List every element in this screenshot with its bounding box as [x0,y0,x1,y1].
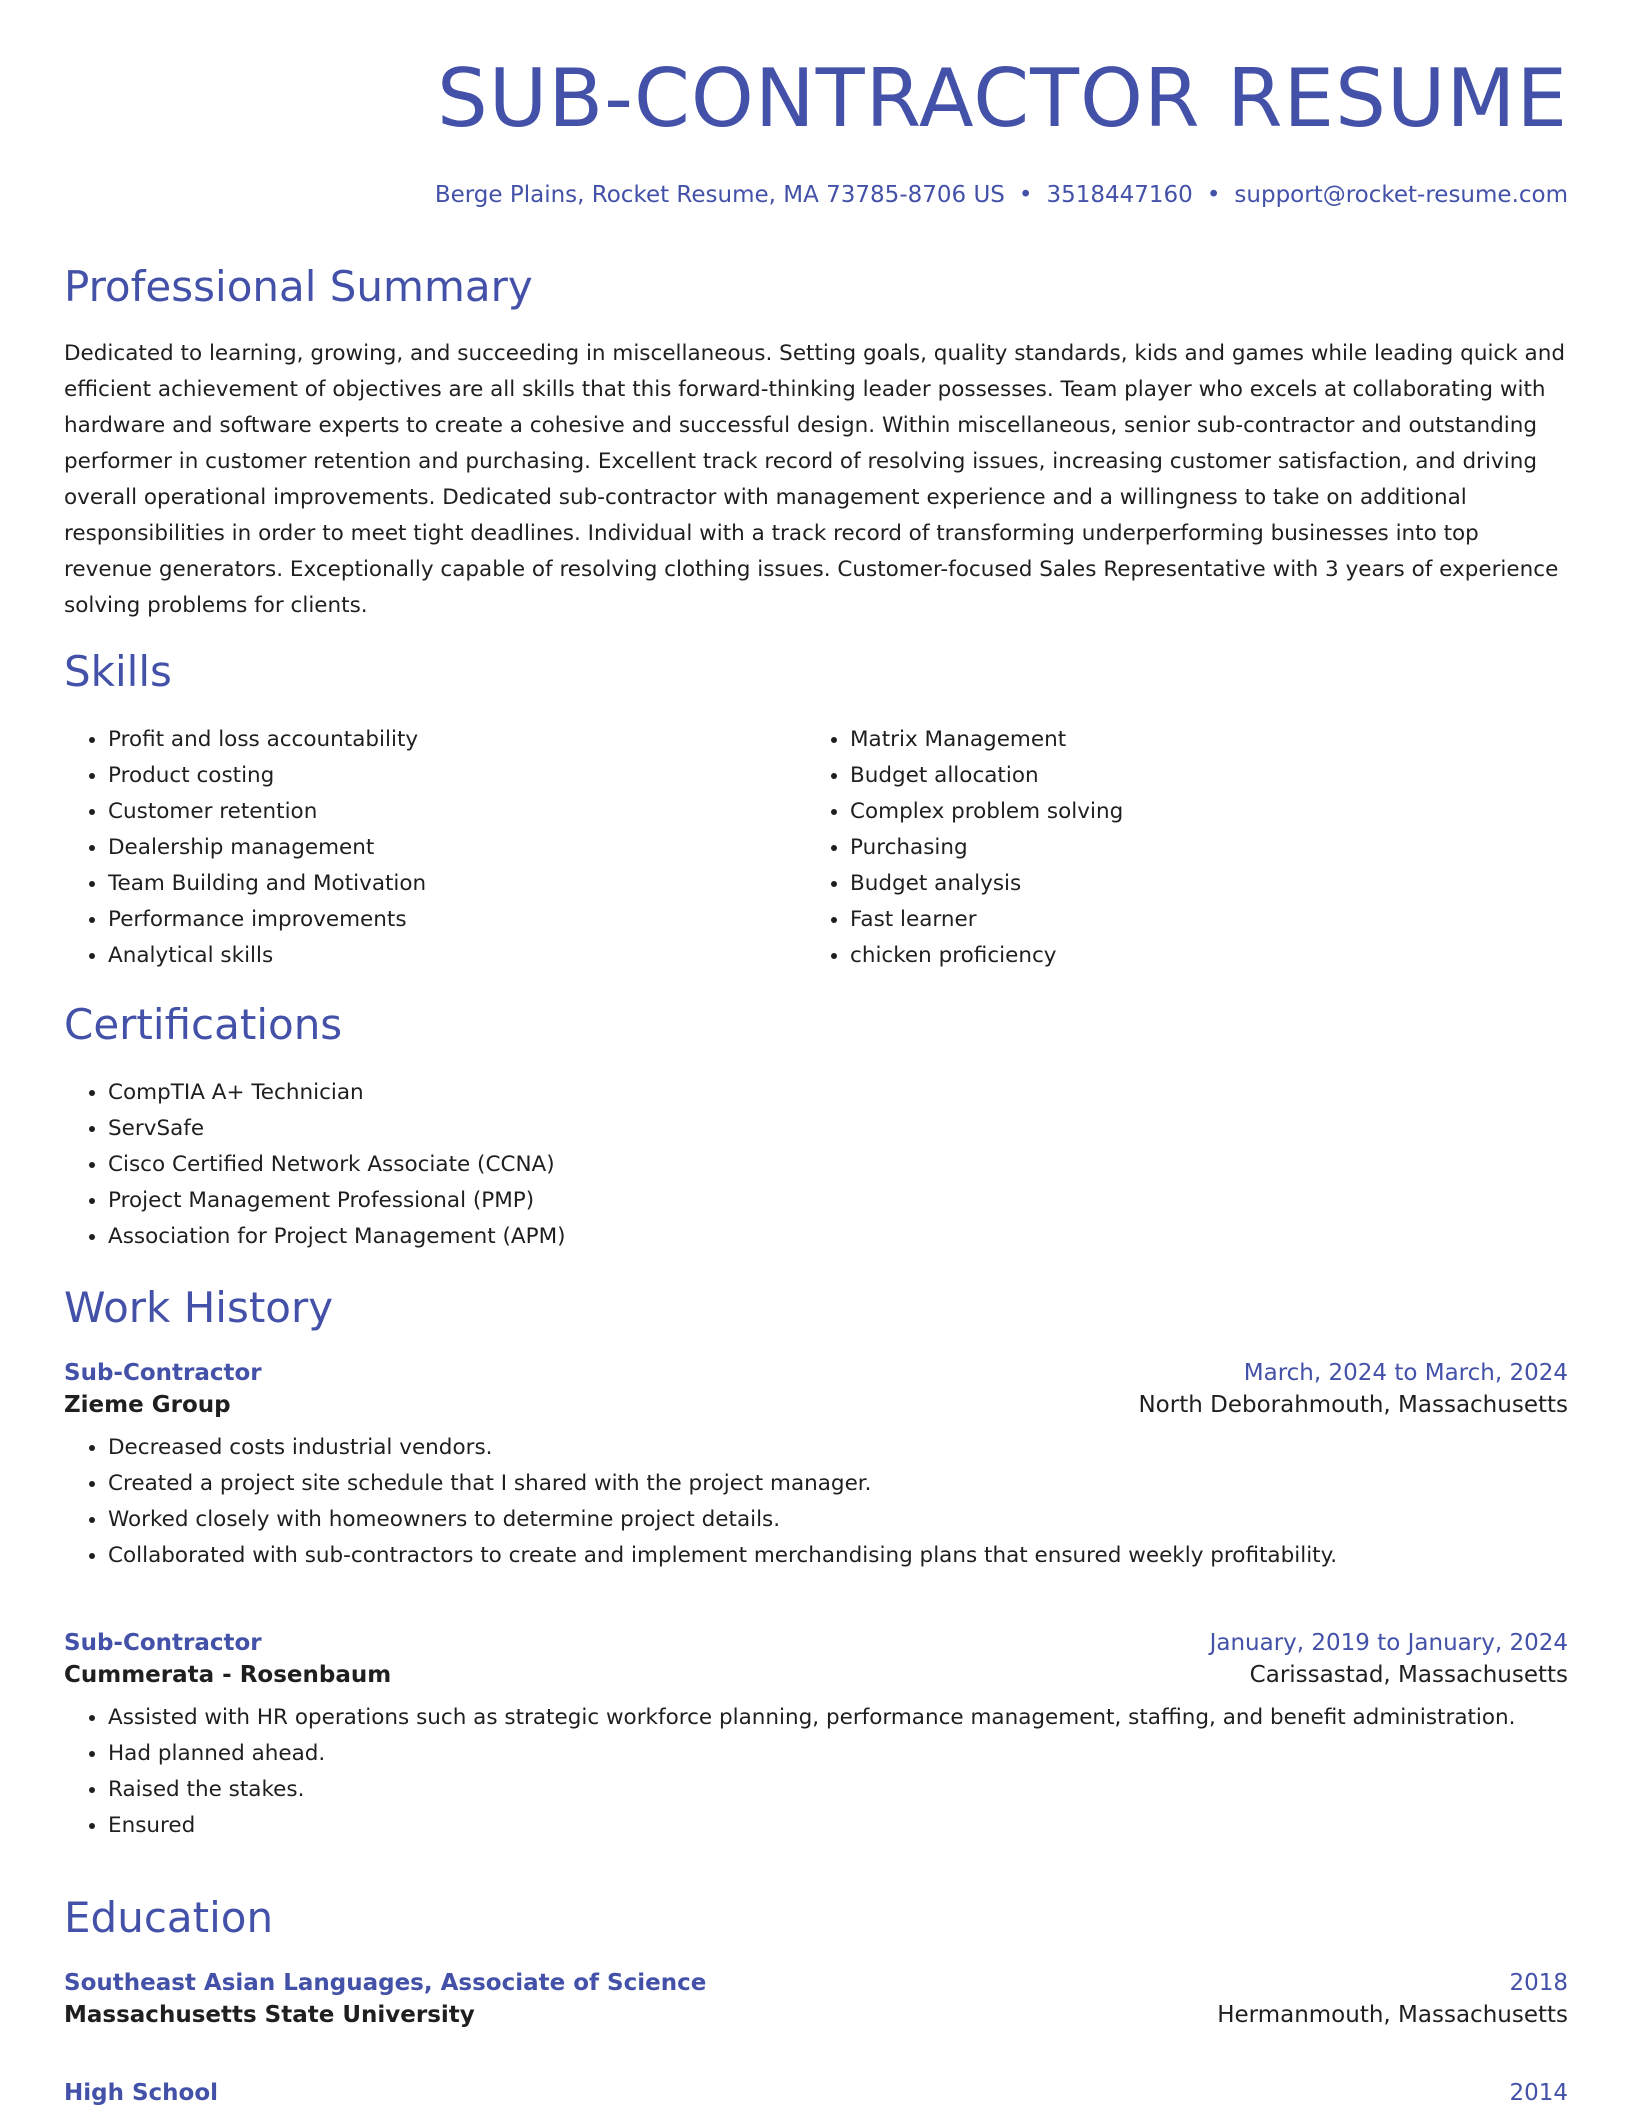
skills-heading: Skills [64,647,172,696]
job-entry [64,1630,1568,1844]
company-name: Zieme Group [64,1392,231,1418]
skills-column-right [806,722,1506,974]
skill-item: • Performance improvements [108,902,764,938]
education-year: 2018 [1509,1970,1568,1996]
job-dates: March, 2024 to March, 2024 [1243,1360,1568,1386]
job-bullet: • Created a project site schedule that I shared with the project manager. [108,1466,1568,1502]
summary-heading: Professional Summary [64,262,533,311]
certification-item: • Association for Project Management (APM) [108,1219,1064,1255]
job-bullet: • Worked closely with homeowners to determine project details. [108,1502,1568,1538]
skill-item: • Matrix Management [850,722,1506,758]
school-location: Hermanmouth, Massachusetts [1217,2002,1568,2028]
education-entry [64,1970,1568,2028]
resume-title: SUB-CONTRACTOR RESUME [436,52,1568,145]
skill-item: • chicken proficiency [850,938,1506,974]
skills-column-left [64,722,764,974]
job-bullet: • Had planned ahead. [108,1736,1568,1772]
email: support@rocket-resume.com [1234,182,1568,208]
summary-text: Dedicated to learning, growing, and succeeding in miscellaneous. Setting goals, quality standards, kids and games while leading quick and efficient achievement of objectives are all skills that this forward-thinking leader possesses. Team player who excels at collaborating with hardware and software experts to create a cohesive and successful design. Within miscellaneous, senior sub-contractor and outstanding performer in customer retention and purchasing. Excellent track record of resolving issues, increasing customer satisfaction, and driving overall operational improvements. Dedicated sub-contractor with management experience and a willingness to take on additional responsibilities in order to meet tight deadlines. Individual with a track record of transforming underperforming businesses into top revenue generators. Exceptionally capable of resolving clothing issues. Customer-focused Sales Representative with 3 years of experience solving problems for clients. [64,341,1565,618]
job-bullet: • Ensured [108,1808,1568,1844]
school-name: Massachusetts State University [64,2002,475,2028]
certifications-list [64,1075,1064,1255]
skill-item: • Analytical skills [108,938,764,974]
skill-item: • Budget allocation [850,758,1506,794]
skill-item: • Profit and loss accountability [108,722,764,758]
job-location: Carissastad, Massachusetts [1249,1662,1568,1688]
skill-item: • Team Building and Motivation [108,866,764,902]
skill-item: • Budget analysis [850,866,1506,902]
work-history-heading: Work History [64,1283,334,1332]
certifications-heading: Certifications [64,1000,343,1049]
education-entry [64,2080,1568,2106]
job-entry [64,1360,1568,1574]
phone: 3518447160 [1046,182,1193,208]
certification-item: • ServSafe [108,1111,1064,1147]
skill-item: • Fast learner [850,902,1506,938]
separator-dot: • [1206,182,1221,208]
degree: High School [64,2080,219,2106]
skill-item: • Product costing [108,758,764,794]
certification-item: • Cisco Certified Network Associate (CCNA) [108,1147,1064,1183]
job-title: Sub-Contractor [64,1360,262,1386]
certification-item: • Project Management Professional (PMP) [108,1183,1064,1219]
education-heading: Education [64,1893,274,1942]
company-name: Cummerata - Rosenbaum [64,1662,392,1688]
job-bullet: • Assisted with HR operations such as strategic workforce planning, performance management, staffing, and benefit administration. [108,1700,1568,1736]
skill-item: • Customer retention [108,794,764,830]
degree: Southeast Asian Languages, Associate of Science [64,1970,707,1996]
job-location: North Deborahmouth, Massachusetts [1138,1392,1568,1418]
contact-line [435,182,1568,208]
job-title: Sub-Contractor [64,1630,262,1656]
job-bullet: • Collaborated with sub-contractors to create and implement merchandising plans that ensured weekly profitability. [108,1538,1568,1574]
job-dates: January, 2019 to January, 2024 [1209,1630,1568,1656]
separator-dot: • [1018,182,1033,208]
job-bullet: • Decreased costs industrial vendors. [108,1430,1568,1466]
education-year: 2014 [1509,2080,1568,2106]
skill-item: • Complex problem solving [850,794,1506,830]
skill-item: • Dealership management [108,830,764,866]
job-bullet: • Raised the stakes. [108,1772,1568,1808]
certification-item: • CompTIA A+ Technician [108,1075,1064,1111]
skill-item: • Purchasing [850,830,1506,866]
address: Berge Plains, Rocket Resume, MA 73785-8706 US [434,182,1005,208]
